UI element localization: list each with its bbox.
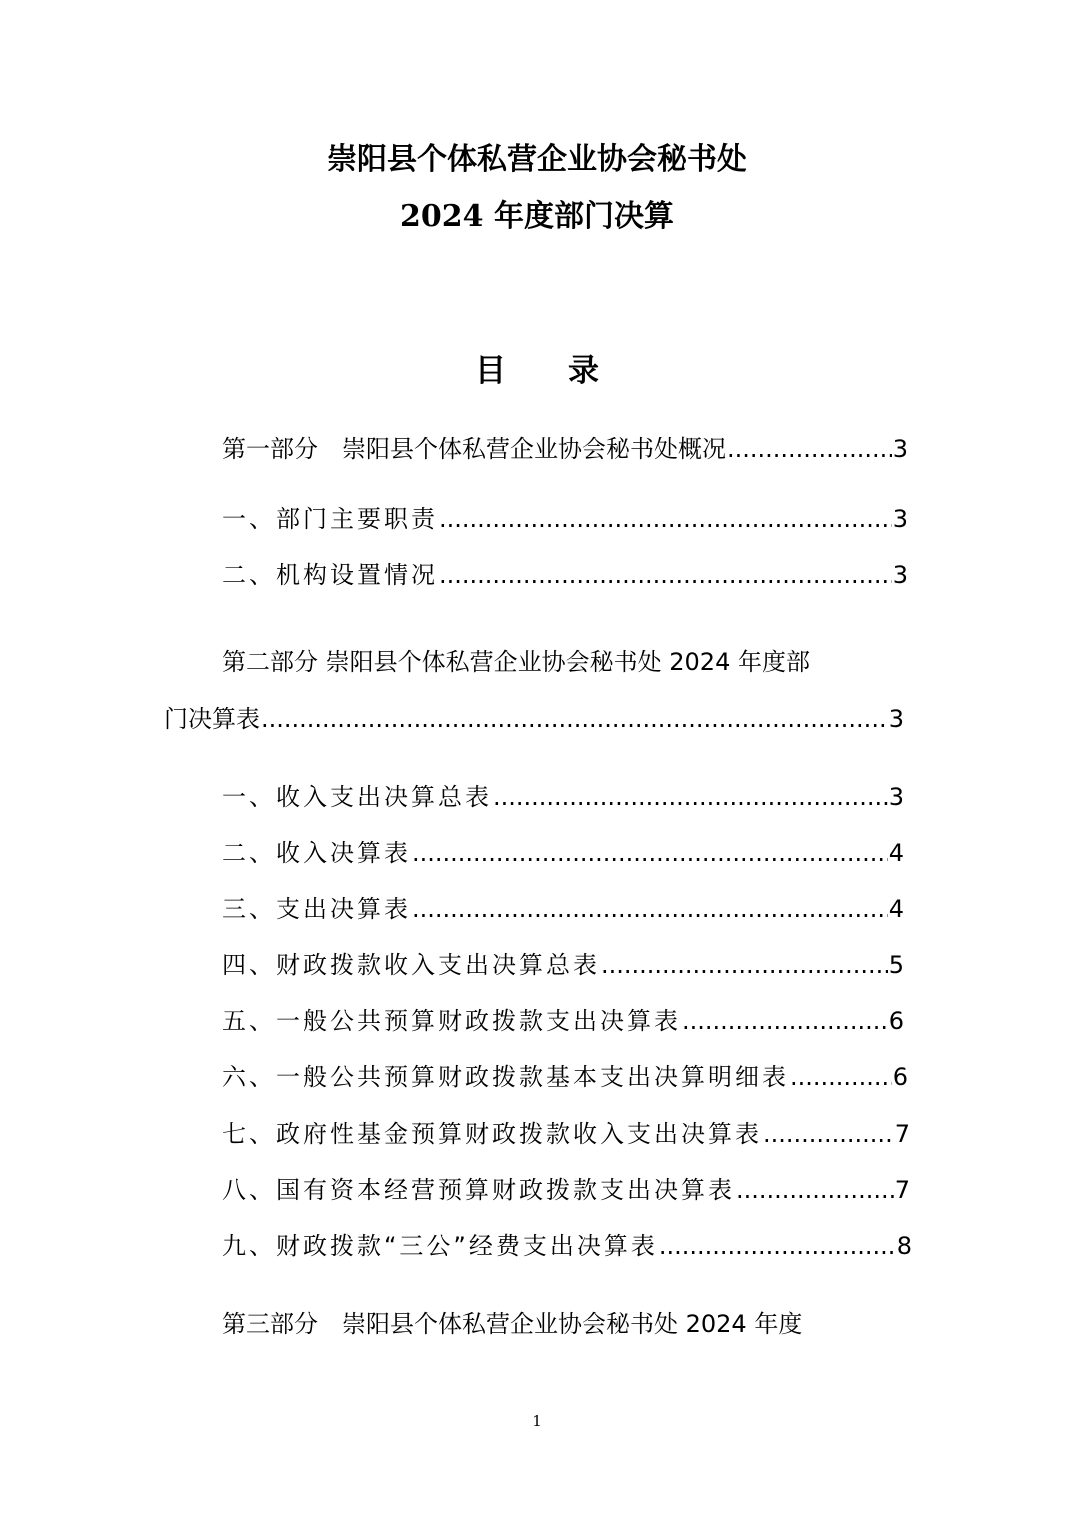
toc-leader-dots bbox=[439, 558, 892, 592]
toc-item-label: 六、一般公共预算财政拨款基本支出决算明细表 bbox=[222, 1063, 789, 1091]
page-number: 1 bbox=[532, 1412, 542, 1430]
toc-item[interactable] bbox=[222, 892, 904, 926]
toc-item-page: 4 bbox=[888, 839, 904, 867]
toc-part-2-page: 3 bbox=[888, 705, 904, 733]
toc-item-label: 九、财政拨款“三公”经费支出决算表 bbox=[222, 1232, 658, 1260]
toc-item-page: 6 bbox=[888, 1007, 904, 1035]
toc-item-page: 6 bbox=[892, 1063, 908, 1091]
toc-item-page: 4 bbox=[888, 895, 904, 923]
toc-item-page: 3 bbox=[888, 783, 904, 811]
toc-item-label: 二、机构设置情况 bbox=[222, 561, 438, 589]
toc-leader-dots bbox=[736, 1173, 894, 1207]
toc-leader-dots bbox=[763, 1117, 894, 1151]
toc-item-label: 四、财政拨款收入支出决算总表 bbox=[222, 951, 600, 979]
toc-part-1-label: 第一部分 崇阳县个体私营企业协会秘书处概况 bbox=[222, 435, 726, 463]
toc-item-page: 7 bbox=[894, 1176, 910, 1204]
toc-item-label: 二、收入决算表 bbox=[222, 839, 411, 867]
toc-item[interactable] bbox=[222, 558, 908, 592]
toc-leader-dots bbox=[682, 1004, 888, 1038]
toc-item-page: 3 bbox=[892, 561, 908, 589]
toc-item-label: 一、部门主要职责 bbox=[222, 505, 438, 533]
toc-item-label: 一、收入支出决算总表 bbox=[222, 783, 492, 811]
toc-heading bbox=[0, 350, 1074, 392]
toc-item-label: 八、国有资本经营预算财政拨款支出决算表 bbox=[222, 1176, 735, 1204]
toc-item-page: 7 bbox=[894, 1120, 910, 1148]
toc-part-1-page: 3 bbox=[892, 435, 908, 463]
document-title-line-2: 2024 年度部门决算 bbox=[400, 199, 674, 234]
toc-item-label: 五、一般公共预算财政拨款支出决算表 bbox=[222, 1007, 681, 1035]
toc-leader-dots bbox=[659, 1229, 896, 1263]
toc-heading-right: 录 bbox=[568, 353, 599, 389]
toc-leader-dots bbox=[261, 702, 888, 736]
toc-item-label: 七、政府性基金预算财政拨款收入支出决算表 bbox=[222, 1120, 762, 1148]
toc-leader-dots bbox=[727, 432, 892, 466]
toc-item-label: 三、支出决算表 bbox=[222, 895, 411, 923]
toc-item[interactable] bbox=[222, 1173, 910, 1207]
toc-item[interactable] bbox=[222, 836, 904, 870]
toc-item[interactable] bbox=[222, 1117, 910, 1151]
toc-item[interactable] bbox=[222, 1004, 904, 1038]
toc-item[interactable] bbox=[222, 502, 908, 536]
toc-leader-dots bbox=[790, 1060, 892, 1094]
toc-part-2-label: 门决算表 bbox=[164, 705, 260, 733]
toc-item[interactable] bbox=[222, 780, 904, 814]
toc-item-page: 5 bbox=[888, 951, 904, 979]
toc-part-2-line-1[interactable]: 第二部分 崇阳县个体私营企业协会秘书处 2024 年度部 bbox=[222, 648, 810, 676]
toc-part-1[interactable] bbox=[222, 432, 908, 466]
toc-item[interactable] bbox=[222, 1229, 912, 1263]
toc-leader-dots bbox=[412, 892, 888, 926]
toc-item-page: 8 bbox=[896, 1232, 912, 1260]
toc-leader-dots bbox=[493, 780, 888, 814]
toc-leader-dots bbox=[439, 502, 892, 536]
toc-heading-left: 目 bbox=[475, 353, 506, 389]
toc-item-page: 3 bbox=[892, 505, 908, 533]
toc-part-2[interactable] bbox=[164, 702, 904, 736]
toc-leader-dots bbox=[412, 836, 888, 870]
toc-leader-dots bbox=[601, 948, 888, 982]
toc-item[interactable] bbox=[222, 948, 904, 982]
toc-item[interactable] bbox=[222, 1060, 908, 1094]
toc-part-3[interactable]: 第三部分 崇阳县个体私营企业协会秘书处 2024 年度 bbox=[222, 1310, 803, 1338]
document-title-line-1: 崇阳县个体私营企业协会秘书处 bbox=[327, 142, 747, 177]
